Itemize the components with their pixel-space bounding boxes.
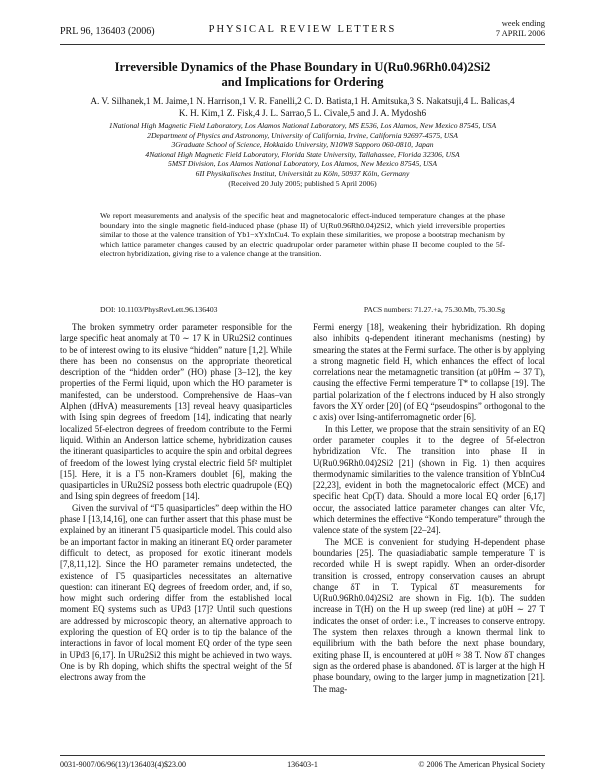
body-paragraph: Fermi energy [18], weakening their hybridization. Rh doping also inhibits q-dependent itinerant mechanisms (nesting) by smearing the states at the Fermi surface. The other is by applying a strong magnetic field H, which enhances the effect of local correlations near the metamagnetic transition (at μ0Hm ∼ 37 T), causing the effective Fermi temperature T* to collapse [19]. The partial polarization of the f electrons induced by H also strongly favors the XY order [20] (of EQ “pseudospins” orthogonal to the c axis) over Ising-antiferromagnetic order [6]. [313,322,545,423]
author-list [60,96,545,119]
body-paragraph: Given the survival of “Γ5 quasiparticles” deep within the HO phase I [13,14,16], one can further assert that this phase must be explained by an itinerant Γ5 quasiparticle model. This could also be an important factor in making an itinerant EQ order parameter difficult to detect, as proposed for exotic itinerant models [7,8,11,12]. Since the HO parameter remains undetected, the existence of Γ5 quasiparticles necessitates an alternative question: can itinerant EQ degrees of freedom order, and, if so, how might such ordering differ from the established local moment EQ systems such as UPd3 [17]? Until such questions are addressed by microscopic theory, an alternative approach to exploring the question of EQ order is to tip the balance of the interactions in favor of local moment EQ order of the type seen in UPd3 [6,17]. In URu2Si2 this might be achieved in two ways. One is by Rh doping, which shifts the spectral weight of the 5f electrons away from the [60,502,292,683]
doi-link[interactable]: DOI: 10.1103/PhysRevLett.96.136403 [100,305,218,314]
affiliation: 6II Physikalisches Institut, Universität zu Köln, 50937 Köln, Germany [195,168,410,178]
week-date: 7 APRIL 2006 [495,28,545,38]
affiliation: 5MST Division, Los Alamos National Laboratory, Los Alamos, New Mexico 87545, USA [168,159,437,169]
footer-divider [60,755,545,756]
affiliation: 1National High Magnetic Field Laboratory, Los Alamos National Laboratory, MS E536, Los Alamos, New Mexico 87545, USA [108,121,497,130]
body-paragraph: The broken symmetry order parameter responsible for the large specific heat anomaly at T0 ∼ 17 K in URu2Si2 continues to be of interest owing to its elusive “hidden” nature [1,2]. While there has been no consensus on the appropriate theoretical description of the “hidden order” (HO) phase [3–12], the key properties of the Fermi liquid, upon which the HO parameter is manifested, can be understood. Comprehensive de Haas–van Alphen (dHvA) measurements [13] reveal heavy quasiparticles with Ising spin degrees of freedom [14], indicating that nearly localized 5f-electron degrees of freedom contribute to the Fermi liquid. Within an Anderson lattice scheme, hybridization causes the itinerant quasiparticles to acquire the spin and orbital degrees of freedom of the lowest lying crystal electric field 5f² multiplet [15]. Here, it is a Γ5 non-Kramers doublet [6], making the quasiparticles in URu2Si2 possess both electric quadrupole (EQ) and Ising spin degrees of freedom [14]. [60,322,292,502]
publication-code: 0031-9007/06/96(13)/136403(4)$23.00 [60,760,186,769]
page-number: 136403-1 [287,760,318,769]
body-paragraph: In this Letter, we propose that the strain sensitivity of an EQ order parameter couples it to the degree of 5f-electron hybridization Vfc. The transition into phase II in U(Ru0.96Rh0.04)2Si2 [21] (shown in Fig. 1) then acquires thermodynamic similarities to the valence transition of YbInCu4 [22,23], evident in both the magnetocaloric effect (MCE) and specific heat Cp(T) data. Should a more local EQ order [6,17] occur, the associated lattice parameter changes can alter Vfc, which determines the effective “Kondo temperature” through the valence state of the system [22–24]. [313,423,545,536]
authors-line-1: A. V. Silhanek,1 M. Jaime,1 N. Harrison,1 V. R. Fanelli,2 C. D. Batista,1 H. Amitsuka,3 S. Nakatsuji,4 L. Balicas,4 [90,96,515,106]
authors-line-2: K. H. Kim,1 Z. Fisk,4 J. L. Sarrao,5 L. Civale,5 and J. A. Mydosh6 [178,107,427,118]
header-divider [60,44,545,45]
page-footer [60,760,545,772]
running-header [60,18,545,42]
affiliation: 3Graduate School of Science, Hokkaido University, N10W8 Sapporo 060-0810, Japan [171,140,434,150]
body-paragraph: The MCE is convenient for studying H-dependent phase boundaries [25]. The quasiadiabatic sample temperature T is recorded while H is swept rapidly. When an order-disorder transition is crossed, entropy conservation causes an abrupt change δT in T. Typical δT measurements for U(Ru0.96Rh0.04)2Si2 are shown in Fig. 1(b). The sudden increase in T(H) on the H up sweep (red line) at μ0H ∼ 27 T indicates the onset of order: i.e., T increases to conserve entropy. The system then relaxes through a known thermal link to equilibrium with the bath before the next phase boundary, exiting phase II, is encountered at μ0H ≈ 38 T. Now δT changes sign as the ordered phase is abandoned. δT is larger at the high H phase boundary, owing to the larger jump in magnetization [21]. The mag- [313,536,545,694]
journal-name: PHYSICAL REVIEW LETTERS [208,24,397,35]
affiliation-list [60,121,545,188]
body-column-left [60,322,292,684]
abstract: We report measurements and analysis of the specific heat and magnetocaloric effect-induced temperature changes at the phase boundary into the single magnetic field-induced phase (phase II) of U(Ru0.96Rh0.04)2Si2, which yield irreversible properties similar to those at the valence transition of Yb1−xYxInCu4. To explain these similarities, we propose a bootstrap mechanism by which lattice parameter changes caused by an electric quadrupolar order parameter within phase II become coupled to the 5f-electron hybridization, giving rise to a valence change at the transition. [100,211,505,259]
copyright: © 2006 The American Physical Society [418,760,545,769]
title-line-1: Irreversible Dynamics of the Phase Boundary in U(Ru0.96Rh0.04)2Si2 [114,60,491,74]
affiliation: 2Department of Physics and Astronomy, University of California, Irvine, California 92697-4575, USA [147,130,458,140]
issue-date [496,18,545,38]
affiliation: 4National High Magnetic Field Laboratory, Florida State University, Tallahassee, Florida 32306, USA [145,149,460,159]
body-column-right [313,322,545,695]
pacs-numbers: PACS numbers: 71.27.+a, 75.30.Mb, 75.30.Sg [363,305,505,314]
article-title [60,60,545,90]
journal-reference: PRL 96, 136403 (2006) [60,26,155,37]
received-date: (Received 20 July 2005; published 5 April 2006) [228,178,377,188]
week-label: week ending [501,18,545,28]
title-line-2: and Implications for Ordering [221,75,384,89]
